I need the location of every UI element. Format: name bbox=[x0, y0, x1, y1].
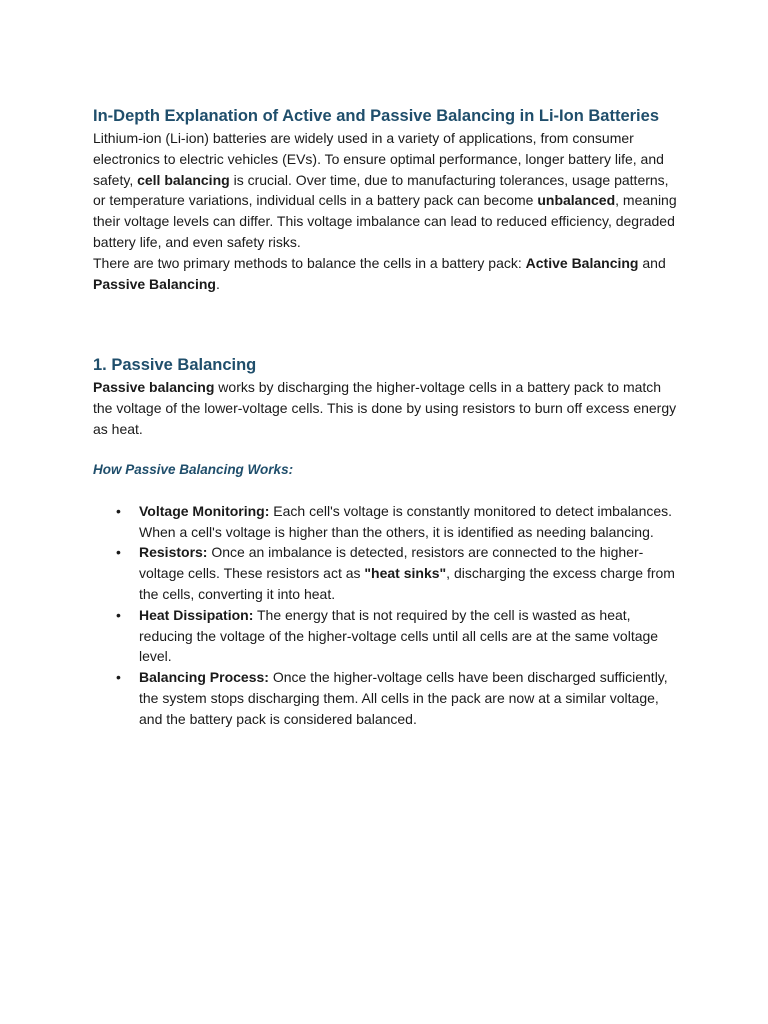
subheading-how-it-works: How Passive Balancing Works: bbox=[93, 461, 294, 477]
bold-term-active-balancing: Active Balancing bbox=[525, 254, 639, 271]
list-item bbox=[93, 501, 678, 543]
bullet-icon: • bbox=[116, 669, 121, 686]
intro-text: is crucial. Over time, due to manufacturing tolerances, usage patterns, or temperature variations, individual cells in a battery pack can become bbox=[93, 171, 669, 209]
bullet-text: The energy that is not required by the cell is wasted as heat, reducing the voltage of the higher-voltage cells until all cells are at the same voltage level. bbox=[139, 606, 659, 665]
bullet-text: Once an imbalance is detected, resistors are connected to the higher-voltage cells. These resistors act as bbox=[139, 544, 644, 582]
passive-balancing-text: works by discharging the higher-voltage cells in a battery pack to match the voltage of the lower-voltage cells. This is done by using resistors to burn off excess energy as heat. bbox=[93, 379, 677, 437]
bullet-icon: • bbox=[116, 502, 121, 519]
document-page bbox=[93, 104, 678, 730]
intro-text: Lithium-ion (Li-ion) batteries are widely used in a variety of applications, from consumer electronics to electric vehicles (EVs). To ensure optimal performance, longer battery life, and safety, bbox=[93, 130, 664, 188]
bullet-term: Balancing Process: bbox=[139, 669, 269, 686]
bullet-icon: • bbox=[116, 544, 121, 561]
bold-term-passive-balancing: Passive balancing bbox=[93, 379, 215, 396]
bullet-text: Each cell's voltage is constantly monitored to detect imbalances. When a cell's voltage is higher than the others, it is identified as needing balancing. bbox=[139, 502, 673, 540]
bold-term-unbalanced: unbalanced bbox=[537, 192, 616, 209]
list-item bbox=[93, 542, 678, 604]
bullet-term: Resistors: bbox=[139, 544, 208, 561]
methods-paragraph bbox=[93, 253, 678, 295]
intro-text: , meaning their voltage levels can differ. This voltage imbalance can lead to reduced efficiency, degraded battery life, and even safety risks. bbox=[93, 192, 677, 250]
bullet-term: Voltage Monitoring: bbox=[139, 502, 270, 519]
bullet-text: Once the higher-voltage cells have been discharged sufficiently, the system stops discharging them. All cells in the pack are now at a similar voltage, and the battery pack is considered balanced. bbox=[139, 669, 668, 727]
bold-term-passive-balancing: Passive Balancing bbox=[93, 275, 216, 292]
list-item bbox=[93, 605, 678, 667]
section-heading-passive-balancing: 1. Passive Balancing bbox=[93, 356, 257, 375]
bold-term-heat-sinks: "heat sinks" bbox=[364, 565, 447, 582]
document-title: In-Depth Explanation of Active and Passive Balancing in Li-Ion Batteries bbox=[93, 107, 659, 125]
list-item bbox=[93, 667, 678, 729]
methods-text: and bbox=[638, 254, 666, 271]
bullet-list bbox=[93, 501, 678, 730]
intro-paragraph bbox=[93, 128, 678, 253]
bullet-text: , discharging the excess charge from the cells, converting it into heat. bbox=[139, 565, 675, 602]
methods-text: . bbox=[215, 275, 220, 292]
bullet-term: Heat Dissipation: bbox=[139, 606, 254, 623]
passive-balancing-paragraph bbox=[93, 377, 678, 439]
bullet-icon: • bbox=[116, 606, 121, 623]
bold-term-cell-balancing: cell balancing bbox=[137, 171, 230, 188]
methods-text: There are two primary methods to balance the cells in a battery pack: bbox=[93, 254, 526, 271]
